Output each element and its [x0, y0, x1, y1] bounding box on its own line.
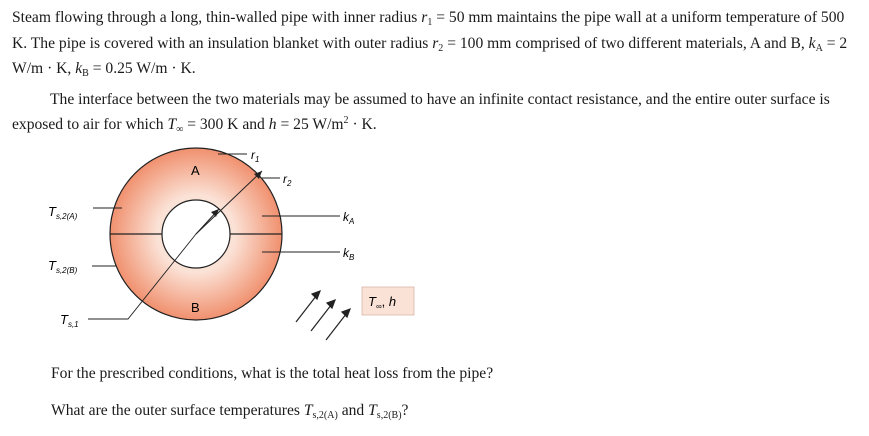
ts2b-label: $T_{s,2(B)}$: [48, 258, 78, 275]
airflow-arrowhead-1: [312, 291, 320, 299]
ts2a-label: $T_{s,2(A)}$: [48, 204, 78, 221]
pipe-figure: [0, 140, 520, 355]
r1-label: $r_1$: [251, 148, 260, 164]
kb-label: $k_B$: [343, 246, 355, 262]
material-b-label: B: [191, 300, 200, 315]
material-a-label: A: [191, 163, 200, 178]
r2-label: $r_2$: [283, 172, 292, 188]
air-conditions-label: $T_\infty$, h: [368, 294, 397, 311]
ts1-label: $T_{s,1}$: [60, 312, 79, 329]
ka-label: $k_A$: [343, 210, 355, 226]
problem-paragraph-2: The interface between the two materials may be assumed to have an infinite contact resistance, and the entire outer surface is exposed to air for which $T_\infty = 300$ K and h = 25 $W/m^2 \cdot K$.: [12, 91, 830, 135]
airflow-arrowhead-2: [327, 300, 335, 308]
question-1: For the prescribed conditions, what is the total heat loss from the pipe?: [51, 365, 494, 382]
airflow-arrowhead-3: [342, 309, 350, 317]
problem-paragraph-1: Steam flowing through a long, thin-walled pipe with inner radius $r_1 = 50$ mm maintains the pipe wall at a uniform temperature of 500 K. The pipe is covered with an insulation blanket with outer radius $r_2 = 100$ mm comprised of two different materials, A and B, $k_A = 2$ W/m · K, $k_B = 0.25$ W/m · K.: [12, 9, 848, 79]
question-2: What are the outer surface temperatures $T_{s,2(A)}$ and $T_{s,2(B)}$?: [51, 402, 409, 421]
airflow-arrows: [296, 291, 350, 340]
